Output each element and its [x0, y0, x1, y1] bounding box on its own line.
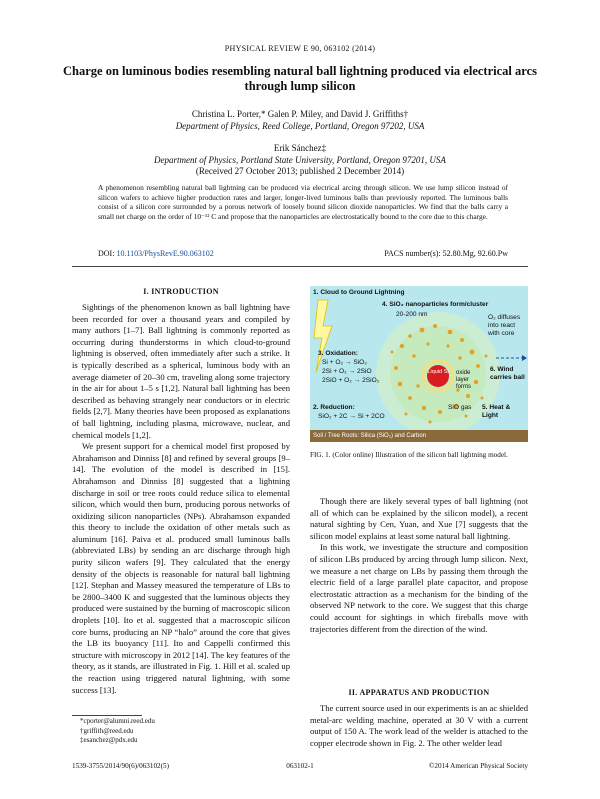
figure-label-oxidation: 3. Oxidation: [318, 350, 358, 357]
footnotes [80, 717, 155, 746]
figure-eq-reduction: SiO₂ + 2C → Si + 2CO [318, 413, 385, 420]
doi-line [98, 249, 214, 258]
intro-paragraph-4: In this work, we investigate the structure and composition of silicon LBs produced by arcing through lump silicon. Next, we measure a net charge on LBs by passing them through the electric field of a large parallel plate capacitor, and propose electrostatic attraction as a mechanism for the binding of the observed NP network to the core. We suggest that this charge could account for sightings in which fireballs move with trajectories different from the direction of the wind. [310, 542, 528, 634]
figure-label-sio-gas: SiO gas [448, 404, 472, 411]
footer-page-number: 063102-1 [286, 762, 314, 770]
figure-1-illustration [310, 286, 528, 442]
figure-label-liquid-si: Liquid Si [427, 369, 449, 375]
left-column [72, 302, 290, 696]
doi-label: DOI: [98, 249, 115, 258]
apparatus-column [310, 703, 528, 749]
header-divider [72, 266, 528, 267]
figure-eq-ox-1: Si + O₂ → SiO₂ [322, 359, 367, 366]
pacs-numbers: PACS number(s): 52.80.Mg, 92.60.Pw [384, 249, 508, 258]
footnote-email-sanchez[interactable]: ‡esanchez@pdx.edu [80, 736, 138, 744]
figure-label-reduction: 2. Reduction: [313, 404, 355, 411]
affiliation-1: Department of Physics, Reed College, Portland, Oregon 97202, USA [175, 121, 425, 131]
figure-label-lightning: 1. Cloud to Ground Lightning [313, 289, 405, 296]
footer-copyright: ©2014 American Physical Society [428, 762, 528, 770]
authors-line-2: Erik Sánchez‡ [273, 143, 327, 153]
figure-label-heat: 5. Heat & Light [482, 404, 511, 419]
intro-paragraph-3: Though there are likely several types of ball lightning (not all of which can be explained by the silicon model), a recent natural sighting by Cen, Yuan, and Xue [7] suggests that the silicon model explains at least some natural ball lightning. [310, 496, 528, 541]
footer-issn: 1539-3755/2014/90(6)/063102(5) [72, 762, 170, 770]
footnote-divider [72, 715, 142, 716]
authors-line-1: Christina L. Porter,* Galen P. Miley, and David J. Griffiths† [191, 109, 409, 119]
figure-1-caption: FIG. 1. (Color online) Illustration of the silicon ball lightning model. [310, 451, 508, 459]
figure-label-soil: Soil / Tree Roots: Silica (SiO₂) and Carbon [313, 433, 427, 439]
received-dates: (Received 27 October 2013; published 2 December 2014) [195, 166, 405, 176]
wind-arrow-head-icon [522, 355, 527, 361]
figure-eq-ox-3: 2SiO + O₂ → 2SiO₂ [322, 377, 380, 384]
footnote-email-griffiths[interactable]: †griffith@reed.edu [80, 726, 134, 735]
footnote-email-porter[interactable]: *cporter@alumni.reed.edu [80, 717, 155, 725]
figure-label-wind: 6. Wind carries ball [490, 366, 525, 381]
affiliation-2: Department of Physics, Portland State University, Portland, Oregon 97201, USA [154, 155, 446, 165]
intro-paragraph-1: Sightings of the phenomenon known as ball lightning have been recorded for over a thousand years and compiled by many authors [1–7]. Ball lightning is commonly reported as occurring during thunderstorms in which cloud-to-ground lightning is observed, often immediately after such a strike. It is typically described as a spherical, luminous body with an average diameter of 20–30 cm, traveling along some trajectory in the air for about 1–5 s [1,2]. Natural ball lightning has been described as behaving strangely near conductors or in electric fields [2,7]. Many theories have been proposed as explanations of ball lightning, including plasma, microwave, nuclear, and chemical models [1,2]. [72, 302, 290, 440]
apparatus-paragraph-1: The current source used in our experiments is an ac shielded metal-arc welding machine, operated at 30 V with a current output of 150 A. The work lead of the welder is attached to the copper electrode shown in Fig. 2. The other welder lead [310, 703, 528, 748]
figure-label-np-size: 20-200 nm [396, 311, 428, 318]
figure-label-o2: O₂ diffuses into react with core [488, 314, 521, 337]
intro-paragraph-2: We present support for a chemical model first proposed by Abrahamson and Dinniss [8] and refined by several groups [9–14]. The evolution of the model is described in [15]. Abrahamson and Dinniss [8] suggested that a lightning discharge in soil or tree roots could reduce silica to elemental silicon, which would then burn, producing porous networks of oxidizing silicon nanoparticles (NPs). Abrahamson expanded this theory to include the oxidation of other metals such as aluminum [16]. Paiva et al. produced small luminous balls (abbreviated LBs) by sending an arc discharge through high purity silicon wafers [9]. They calculated that the energy density of the objects is reasonable for natural ball lightning [12]. Stephan and Massey measured the temperature of LBs to be 2800–3400 K and suggested that the luminous objects they produced were sustained by the burning of macroscopic silicon droplets [10]. Ito et al. suggested that a macroscopic silicon core burns, producing an NP “halo” around the core that gives the LB its buoyancy [11]. Ito and Cappelli confirmed this structure with microscopy in 2012 [14]. The key features of the theory, as it stands, are illustrated in Fig. 1. Hill et al. scaled up the reaction using triggered natural lightning, with some success [13]. [72, 441, 290, 695]
journal-header: PHYSICAL REVIEW E 90, 063102 (2014) [224, 44, 376, 53]
figure-label-nanoparticles: 4. SiO₂ nanoparticles form/cluster [382, 301, 489, 308]
abstract: A phenomenon resembling natural ball lightning can be produced via electrical arcing through silicon. We use lump silicon instead of silicon wafers to achieve higher production rates and larger, longer-lived luminous balls than previously reported. The luminous balls consist of a silicon core surrounded by a porous network of loosely bound silicon dioxide nanoparticles. We find that the balls carry a small net charge on the order of 10⁻¹² C and propose that the nanoparticles are electrostatically bound to the core due to this charge. [98, 183, 508, 221]
figure-label-oxide: oxide layer forms [456, 370, 471, 390]
section-heading-apparatus: II. APPARATUS AND PRODUCTION [348, 688, 490, 697]
figure-eq-ox-2: 2Si + O₂ → 2SiO [322, 368, 372, 375]
right-column [310, 496, 528, 635]
section-heading-introduction: I. INTRODUCTION [143, 287, 219, 296]
doi-link[interactable]: 10.1103/PhysRevE.90.063102 [116, 249, 214, 258]
paper-title: Charge on luminous bodies resembling natural ball lightning produced via electrical arcs through lump silicon [63, 64, 537, 93]
